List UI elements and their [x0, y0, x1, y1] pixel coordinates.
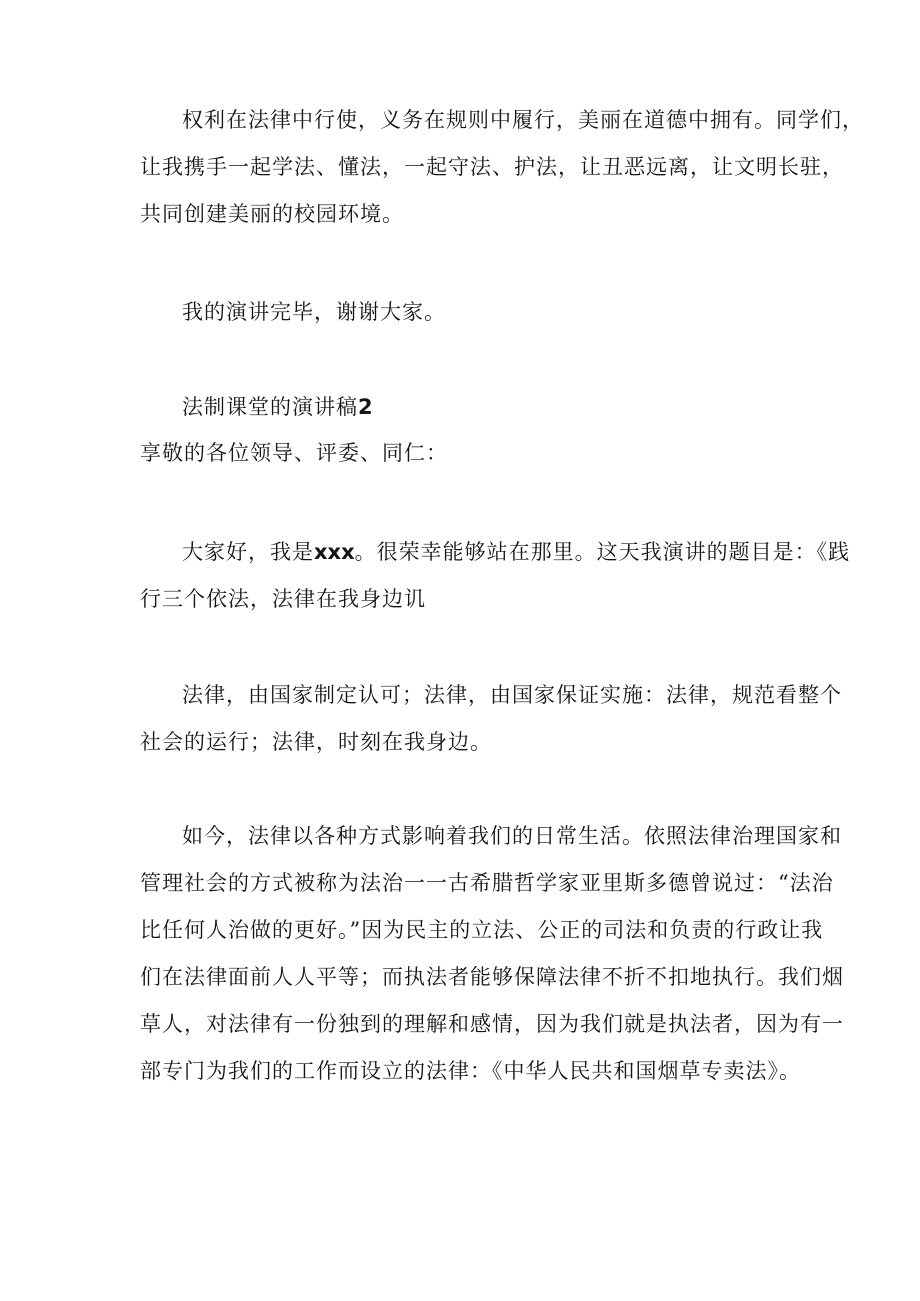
- text-line: [140, 529, 851, 576]
- intro-greeting: 大家好，我是: [182, 540, 314, 564]
- paragraph-rule-of-law: [140, 813, 844, 1095]
- text-line: 们在法律面前人人平等；而执法者能够保障法律不折不扣地执行。我们烟: [140, 965, 844, 989]
- text-line: 比任何人治做的更好。”因为民主的立法、公正的司法和负责的行政让我: [140, 918, 824, 942]
- salutation: 享敬的各位领导、评委、同仁：: [140, 441, 448, 465]
- text-line: 社会的运行；法律，时刻在我身边。: [140, 730, 492, 754]
- text-line: 权利在法律中行使，义务在规则中履行，美丽在道德中拥有。同学们，: [182, 108, 864, 132]
- heading-text: 法制课堂的演讲稿: [182, 395, 358, 419]
- text-line: 共同创建美丽的校园环境。: [140, 202, 404, 226]
- text-line: 让我携手一起学法、懂法，一起守法、护法，让丑恶远离，让文明长驻，: [140, 155, 844, 179]
- text-line: 部专门为我们的工作而设立的法律：《中华人民共和国烟草专卖法》。: [140, 1059, 801, 1083]
- text-line: 法律，由国家制定认可；法律，由国家保证实施：法律，规范看整个: [182, 683, 842, 707]
- text-line: 行三个依法，法律在我身边讥: [140, 587, 426, 611]
- heading-number: 2: [358, 395, 373, 419]
- text-line: 管理社会的方式被称为法治一一古希腊哲学家亚里斯多德曾说过：“法治: [140, 871, 834, 895]
- speaker-name-placeholder: xxx: [314, 540, 355, 564]
- paragraph-closing: 我的演讲完毕，谢谢大家。: [182, 300, 446, 324]
- text-line: 如今，法律以各种方式影响着我们的日常生活。依照法律治理国家和: [182, 824, 842, 848]
- paragraph-law-definition: [140, 672, 842, 766]
- section-heading: [182, 392, 373, 422]
- intro-topic: 。很荣幸能够站在那里。这天我演讲的题目是：《践: [354, 540, 851, 564]
- text-line: 草人，对法律有一份独到的理解和感情，因为我们就是执法者，因为有一: [140, 1012, 844, 1036]
- paragraph-rights-duties: [140, 97, 864, 238]
- paragraph-intro: [140, 529, 851, 623]
